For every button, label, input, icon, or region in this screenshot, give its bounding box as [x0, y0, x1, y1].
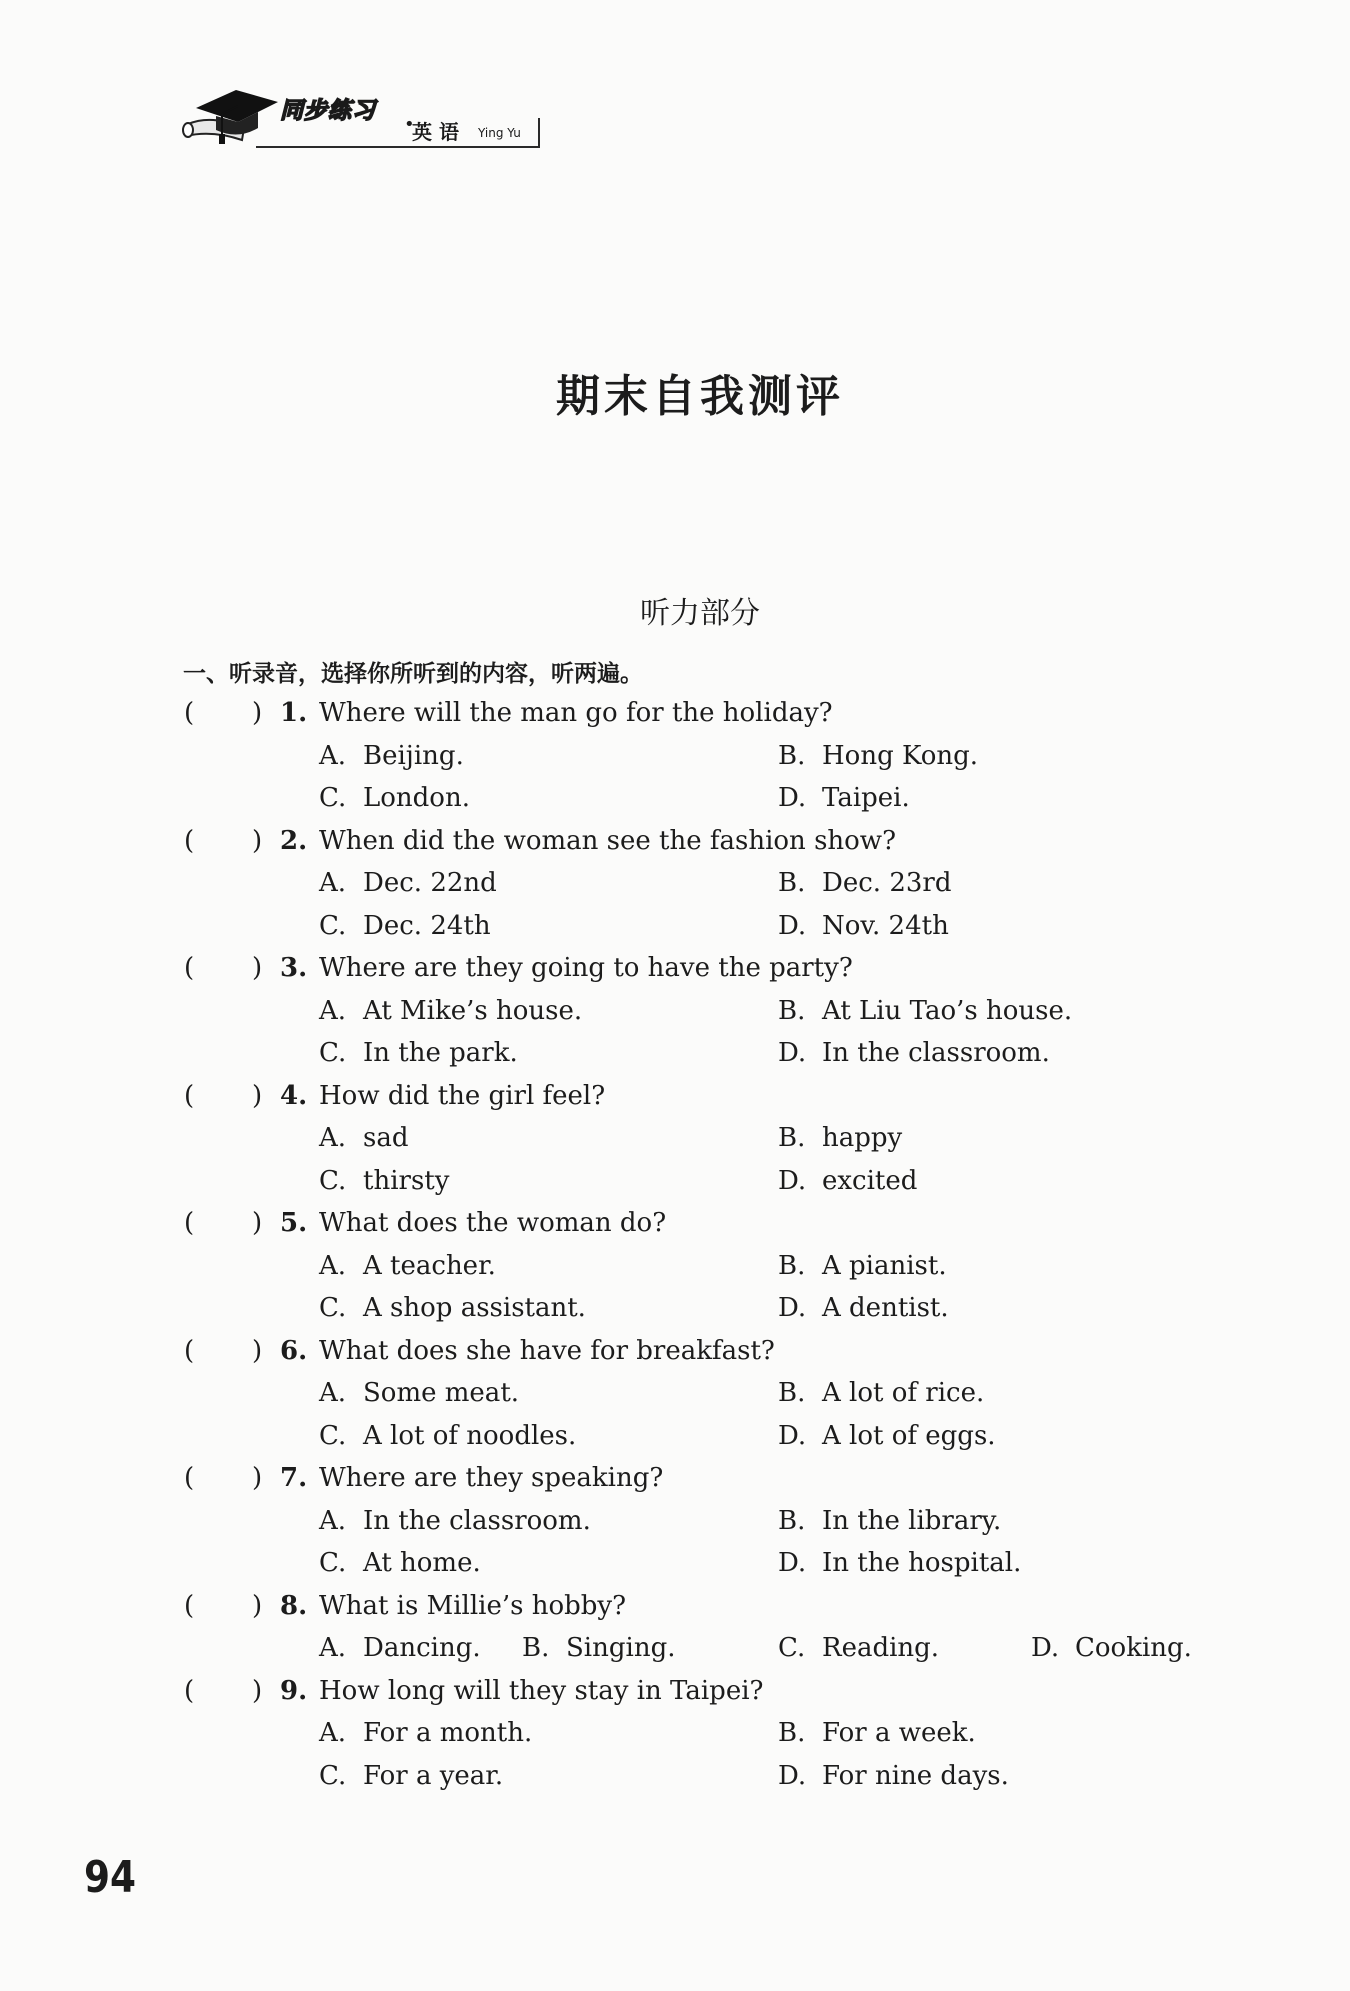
section-title: 听力部分 [640, 596, 760, 631]
option-text: Dancing. [363, 1633, 481, 1663]
option-text: Beijing. [363, 740, 464, 771]
option-text: Nov. 24th [822, 910, 949, 941]
option-letter: B. [778, 868, 806, 898]
answer-paren-close: ) [252, 1208, 263, 1238]
question-text: What does the woman do? [319, 1208, 667, 1238]
option-letter: C. [319, 1038, 347, 1068]
option-text: At home. [363, 1548, 481, 1578]
option-letter: B. [778, 1250, 806, 1281]
option-text: Cooking. [1075, 1633, 1192, 1663]
option-item [778, 1166, 917, 1196]
option-text: A dentist. [822, 1293, 949, 1323]
answer-paren-open[interactable]: ( [184, 953, 195, 983]
answer-paren-open[interactable]: ( [184, 1463, 195, 1493]
option-text: A pianist. [822, 1250, 947, 1281]
option-item [1031, 1633, 1192, 1663]
option-item [778, 741, 978, 771]
header-divider [538, 118, 540, 148]
option-letter: D. [778, 1760, 807, 1791]
question-number: 8. [280, 1590, 308, 1621]
answer-paren-open[interactable]: ( [184, 698, 195, 728]
option-letter: C. [319, 1420, 347, 1451]
option-letter: C. [319, 783, 347, 813]
option-letter: A. [319, 1378, 347, 1408]
option-item [319, 1633, 481, 1663]
option-item [778, 1293, 949, 1323]
question-text: Where will the man go for the holiday? [319, 698, 833, 728]
option-letter: D. [778, 1420, 807, 1451]
option-item [778, 1251, 947, 1281]
series-name: 同步练习 [280, 98, 376, 124]
option-text: In the classroom. [363, 1505, 591, 1536]
option-item [319, 1548, 481, 1578]
answer-paren-open[interactable]: ( [184, 1080, 195, 1111]
answer-paren-close: ) [252, 1675, 263, 1706]
option-item [778, 1718, 976, 1748]
page-title: 期末自我测评 [556, 371, 844, 422]
answer-paren-open[interactable]: ( [184, 1208, 195, 1238]
option-item [319, 783, 470, 813]
option-text: In the park. [363, 1038, 518, 1068]
option-text: A lot of rice. [822, 1378, 985, 1408]
option-item [778, 1633, 939, 1663]
option-text: A shop assistant. [363, 1293, 586, 1323]
option-item [778, 1038, 1050, 1068]
option-item [319, 1038, 518, 1068]
question-text: Where are they speaking? [319, 1463, 664, 1493]
header-underline [256, 146, 540, 148]
instruction-text: 一、听录音，选择你所听到的内容，听两遍。 [183, 661, 643, 687]
option-letter: D. [1031, 1633, 1060, 1663]
question-text: How long will they stay in Taipei? [319, 1675, 764, 1706]
option-text: Some meat. [363, 1378, 520, 1408]
option-item [778, 1548, 1021, 1578]
option-text: At Liu Tao’s house. [822, 995, 1073, 1026]
option-item [319, 868, 497, 898]
question-number: 4. [280, 1080, 308, 1111]
option-text: A lot of eggs. [822, 1420, 996, 1451]
option-letter: D. [778, 1165, 807, 1196]
option-text: happy [822, 1123, 903, 1153]
option-text: Dec. 24th [363, 910, 491, 941]
option-item [778, 868, 951, 898]
option-letter: C. [319, 1548, 347, 1578]
question-number: 9. [280, 1675, 308, 1706]
option-item [319, 1506, 591, 1536]
answer-paren-open[interactable]: ( [184, 825, 195, 856]
answer-paren-close: ) [252, 1590, 263, 1621]
option-letter: B. [778, 1378, 806, 1408]
option-text: London. [363, 783, 470, 813]
question-text: What does she have for breakfast? [319, 1335, 775, 1366]
option-text: In the hospital. [822, 1548, 1022, 1578]
option-letter: B. [778, 740, 806, 771]
option-item [522, 1633, 675, 1663]
answer-paren-close: ) [252, 1080, 263, 1111]
option-text: Dec. 23rd [822, 868, 952, 898]
question-text: Where are they going to have the party? [319, 953, 853, 983]
option-text: Reading. [822, 1633, 940, 1663]
option-item [319, 1718, 532, 1748]
answer-paren-close: ) [252, 825, 263, 856]
option-item [319, 1761, 503, 1791]
question-number: 5. [280, 1208, 308, 1238]
question-number: 1. [280, 698, 308, 728]
option-item [319, 741, 464, 771]
option-text: For a year. [363, 1760, 504, 1791]
option-item [319, 1166, 449, 1196]
option-item [319, 996, 582, 1026]
option-letter: B. [522, 1633, 550, 1663]
question-text: When did the woman see the fashion show? [319, 825, 897, 856]
option-letter: C. [319, 910, 347, 941]
option-item [319, 1293, 586, 1323]
option-letter: B. [778, 995, 806, 1026]
subject-label: 英 语 [412, 120, 459, 144]
option-text: In the classroom. [822, 1038, 1050, 1068]
answer-paren-close: ) [252, 953, 263, 983]
option-item [778, 1378, 984, 1408]
option-item [319, 1123, 409, 1153]
option-text: At Mike’s house. [363, 995, 583, 1026]
option-item [778, 1761, 1009, 1791]
option-text: For a month. [363, 1718, 533, 1748]
option-item [778, 996, 1072, 1026]
header-dot: • [404, 114, 415, 135]
question-number: 6. [280, 1335, 308, 1366]
option-item [319, 1421, 576, 1451]
option-text: Singing. [566, 1633, 676, 1663]
option-text: sad [363, 1123, 409, 1153]
option-letter: A. [319, 1250, 347, 1281]
option-letter: B. [778, 1718, 806, 1748]
option-text: excited [822, 1165, 918, 1196]
question-number: 2. [280, 825, 308, 856]
question-number: 7. [280, 1463, 308, 1493]
question-text: How did the girl feel? [319, 1080, 606, 1111]
option-item [319, 1378, 519, 1408]
option-letter: C. [319, 1165, 347, 1196]
question-text: What is Millie’s hobby? [319, 1590, 627, 1621]
answer-paren-open[interactable]: ( [184, 1335, 195, 1366]
question-number: 3. [280, 953, 308, 983]
option-item [778, 783, 910, 813]
option-text: A teacher. [363, 1250, 496, 1281]
option-letter: C. [319, 1293, 347, 1323]
option-text: For nine days. [822, 1760, 1009, 1791]
option-letter: A. [319, 1123, 347, 1153]
subject-pinyin: Ying Yu [478, 126, 521, 140]
option-letter: A. [319, 740, 347, 771]
option-item [778, 911, 949, 941]
option-letter: D. [778, 1548, 807, 1578]
option-text: thirsty [363, 1165, 450, 1196]
page-number: 94 [84, 1852, 137, 1903]
option-item [319, 1251, 496, 1281]
option-letter: D. [778, 910, 807, 941]
option-item [778, 1123, 902, 1153]
answer-paren-open[interactable]: ( [184, 1675, 195, 1706]
option-letter: A. [319, 1718, 347, 1748]
option-text: Dec. 22nd [363, 868, 497, 898]
option-text: Taipei. [822, 783, 910, 813]
option-letter: C. [319, 1760, 347, 1791]
option-letter: C. [778, 1633, 806, 1663]
option-item [778, 1506, 1001, 1536]
answer-paren-close: ) [252, 1463, 263, 1493]
option-letter: A. [319, 1505, 347, 1536]
option-text: Hong Kong. [822, 740, 979, 771]
option-item [319, 911, 491, 941]
option-letter: D. [778, 1293, 807, 1323]
answer-paren-close: ) [252, 1335, 263, 1366]
option-letter: D. [778, 1038, 807, 1068]
option-letter: A. [319, 868, 347, 898]
option-text: A lot of noodles. [363, 1420, 577, 1451]
option-letter: B. [778, 1505, 806, 1536]
answer-paren-open[interactable]: ( [184, 1590, 195, 1621]
book-header [182, 84, 542, 154]
answer-paren-close: ) [252, 698, 263, 728]
option-letter: B. [778, 1123, 806, 1153]
option-letter: A. [319, 995, 347, 1026]
option-letter: D. [778, 783, 807, 813]
option-letter: A. [319, 1633, 347, 1663]
option-text: In the library. [822, 1505, 1002, 1536]
option-text: For a week. [822, 1718, 976, 1748]
option-item [778, 1421, 996, 1451]
